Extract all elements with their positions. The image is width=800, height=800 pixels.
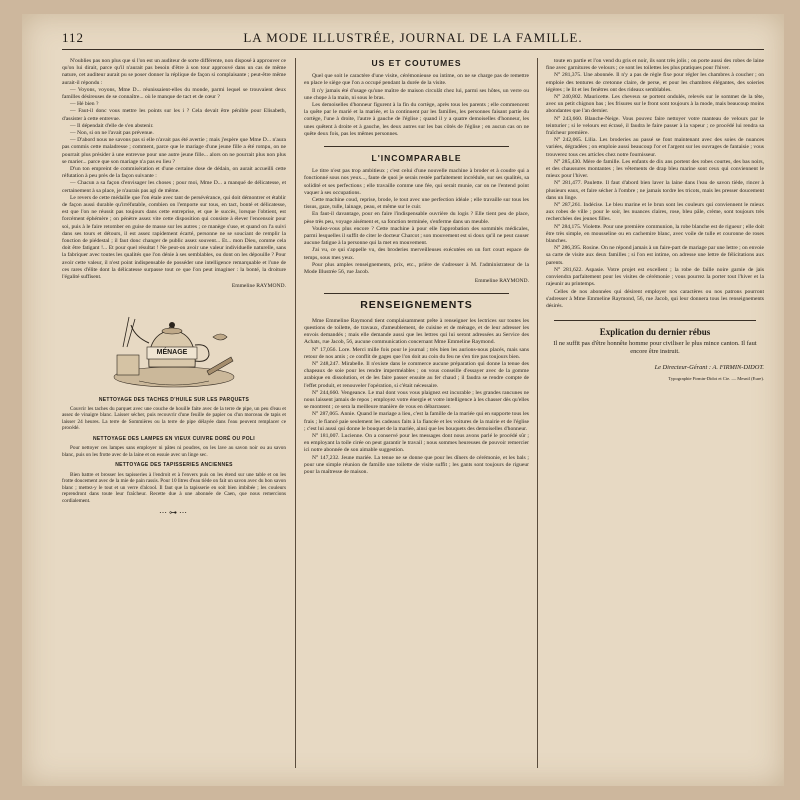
journal-title: LA MODE ILLUSTRÉE, JOURNAL DE LA FAMILLE. xyxy=(243,30,583,45)
column-divider xyxy=(295,58,296,768)
section-text: Bien battre et brosser les tapisseries à l'endroit et à l'envers puis on les étend sur une table et on les frotte doucement avec de la mie de pain rassis. Pour 10 litres d'eau tiède on fait un savon avec du bon savon blanc ; mettez-y le tout et un verre d'alcool. Il faut que la tapisserie en soit bien imbibée ; les couleurs reprendront dans toute leur fraîcheur. Recette due à une abonnée de Caen, que nous remercions cordialement. xyxy=(62,471,286,505)
section-text: Pour nettoyer ces lampes sans employer ni pâtes ni poudres, on les lave au savon noir ou au savon blanc, puis on les frotte avec de la laine et on essuie avec un linge sec. xyxy=(62,445,286,458)
paragraph: N° 285,430. Mère de famille. Les enfants de dix ans portent des robes courtes, des bas noirs, et des chaussures montantes ; les vêtements de drap bleu marine sont ceux qui conviennent le mieux pour l'hiver. xyxy=(546,158,764,180)
director-line: Le Directeur-Gérant : A. FIRMIN-DIDOT. xyxy=(654,364,764,372)
paragraph: N° 286,395. Rosine. On ne répond jamais à un faire-part de mariage par une lettre ; on envoie sa carte de visite aux deux familles ; si l'on est intime, on adresse une lettre de félicitations aux parents. xyxy=(546,245,764,266)
header-rule xyxy=(62,49,764,50)
paragraph: N° 243,660. Blanche-Neige. Vous pouvez faire nettoyer votre manteau de velours par le teinturier ; si le velours est écrasé, il faudra le faire passer à la vapeur ; ce procédé lui rendra sa fraîcheur première. xyxy=(546,115,764,137)
paragraph: — Il dépendait d'elle de s'en abstenir. xyxy=(70,122,154,129)
section-text: Couvrir les taches du parquet avec une couche de houille faite avec de la terre de pipe, un peu d'eau et assez de vinaigre blanc. Laisser sécher, puis recouvrir d'une feuille de papier ou d'un morceau de tapis et laisser 24 heures. La terre de Sommières ou la terre de pipe délayée dans l'eau peuvent remplacer ce procédé. xyxy=(62,405,286,432)
column-divider xyxy=(537,58,538,768)
section-heading: RENSEIGNEMENTS xyxy=(360,299,473,312)
ornament-divider: ⋯⊶⋯ xyxy=(159,507,189,517)
printer-line: Typographie Firmin-Didot et Cie. — Mesnil (Eure). xyxy=(668,375,764,381)
journal-page xyxy=(22,14,784,786)
paragraph: En faut-il davantage, pour en faire l'indispensable ouvrière du logis ? Elle tient peu de place, pèse très peu, voyage aisément et, sa fonction terminée, s'enferme dans un meuble. xyxy=(304,211,529,225)
section-title: NETTOYAGE DES TACHES D'HUILE SUR LES PARQUETS xyxy=(98,396,250,403)
paragraph: — Voyons, voyons, Mme D... réunissaient-elles du monde, parmi lequel se trouvaient deux familles désireuses de se connaître... où le manque de tact et de cœur ? xyxy=(62,86,286,101)
section-title: NETTOYAGE DES LAMPES EN VIEUX CUIVRE DORÉ OU POLI xyxy=(93,436,255,443)
rebus-title: Explication du dernier rébus xyxy=(599,327,711,338)
paragraph: toute en partie et l'on vend du gris et noir, ils sont très jolis ; on porte aussi des robes de laine fine avec garnitures de velours ; ce sont les toilettes les plus pratiques pour l'hiver. xyxy=(546,58,764,72)
paragraph: N° 287,065. Annie. Quand le mariage a lieu, c'est la famille de la mariée qui en supporte tous les frais ; le fiancé paie seulement les cadeaux faits à la fiancée et les voitures de la mairie et de l'église ; c'est lui aussi qui donne le bouquet de la mariée, ainsi que les bouquets des demoiselles d'honneur. xyxy=(304,411,529,432)
illustration-label: MÉNAGE xyxy=(156,348,188,356)
paragraph: Les demoiselles d'honneur figurent à la fin du cortège, après tous les parents ; elle commencent la quête par le marié et la mariée, et la continuent par les familles, les personnes faisant partie du cortège, l'une à droite, l'autre à gauche de l'église ; quand il y a quatre demoiselles d'honneur, les unes quêtent à droite et à gauche, les deux autres sur les bas côtés de l'église ; en aucun cas on ne quête deux fois, pas les mêmes personnes. xyxy=(304,102,529,137)
section-heading: L'INCOMPARABLE xyxy=(371,153,462,164)
paragraph: N° 248,247. Mirabelle. Il n'existe dans le commerce aucune préparation qui donne la tenue des chapeaux de soie pour les rendre imperméables ; on vous conseille d'essayer avec de la gomme arabique en dissolution, et de les faire passer ensuite au fer chaud ; il faudra se rendre compte de l'effet produit, et renouveler l'opération, si c'était nécessaire. xyxy=(304,360,529,389)
paragraph: Quel que soit le caractère d'une visite, cérémonieuse ou intime, on ne se charge pas de remettre en place le siège que l'on a occupé pendant la durée de la visite. xyxy=(304,73,529,87)
paragraph: N° 147,232. Jeune mariée. La tenue ne se donne que pour les dîners de cérémonie, et les bals ; pour une simple réunion de famille une toilette de visite suffit ; les gants sont toujours de rigueur pour la maîtresse de maison. xyxy=(304,454,529,475)
paragraph: N° 240,802. Mauricette. Les cheveux se portent ondulés, relevés sur le sommet de la tête, avec un petit chignon bas ; les frisures sur le front sont toujours à la mode, mais beaucoup moins abondantes que l'an dernier. xyxy=(546,94,764,115)
paragraph: — Hé bien ? xyxy=(70,101,99,108)
paragraph: Pour plus amples renseignements, prix, etc., prière de s'adresser à M. l'administrateur de la Mode Illustrée 56, rue Jacob. xyxy=(304,261,529,276)
page-header xyxy=(62,30,764,50)
column-3 xyxy=(546,58,764,773)
paragraph: N° 287,261. Indécise. Le bleu marine et le brun sont les couleurs qui conviennent le mieux aux robes de ville ; pour le soir, les nuances claires, rose, bleu pâle, crème, sont toujours très recherchées des jeunes filles. xyxy=(546,202,764,223)
paragraph: — Non, si on ne l'avait pas prévenue. xyxy=(70,130,154,137)
rebus-solution: Il ne suffit pas d'être honnête homme pour civiliser le plus mince canton. Il faut encore être instruit. xyxy=(553,340,757,356)
column-2 xyxy=(304,58,529,773)
paragraph: Mme Emmeline Raymond tient complaisamment prête à renseigner les lectrices sur toutes les questions de toilette, de travaux, d'ameublement, de cuisine et de ménage, et de leur adresser les envois demandés ; mais elle demande aussi que les lettres qui lui seront adressées au Service des Achats, rue Jacob, 56, aucune communication concernant Mme Emmeline Raymond. xyxy=(304,317,529,346)
paragraph: N° 17,056. Lore. Merci mille fois pour le journal ; très bien les aurions-nous placés, mais sans retour de nos amis ; ce conflit de gages que l'on doit au coin du feu ne s'en tire pas toujours bien. xyxy=(304,346,529,360)
signature: Emmeline RAYMOND. xyxy=(231,283,286,290)
paragraph: Voulez-vous plus encore ? Cette machine à pour elle l'approbation des sommités médicales, parmi lesquelles il suffit de citer le docteur Charcot ; son mouvement est si doux qu'il ne peut causer aucune fatigue à la personne qui la met en mouvement. xyxy=(304,225,529,247)
paragraph: N° 242,065. Lilia. Les broderies au passé se font maintenant avec des soies de nuances variées, dégradées ; on emploie aussi beaucoup l'or et l'argent sur les ouvrages de fantaisie ; vous trouverez tous ces articles chez notre fournisseur. xyxy=(546,137,764,158)
paragraph: — Chacun a sa façon d'envisager les choses ; pour moi, Mme D... a manqué de délicatesse, et certainement à sa place, je n'aurais pas agi de même. xyxy=(62,180,286,194)
section-rule xyxy=(324,293,509,294)
paragraph: N° 181,007. Lucienne. On a conservé pour les messages dont nous avons parlé le procédé sûr ; en employant la toile cirée on peut garantir le travail ; nous sommes heureuses de pouvoir remercier ici notre abonnée de son aimable suggestion. xyxy=(304,432,529,454)
household-vignette-icon xyxy=(109,297,239,393)
section-title: NETTOYAGE DES TAPISSERIES ANCIENNES xyxy=(115,462,233,469)
paragraph: N° 281,375. Une abonnée. Il n'y a pas de règle fixe pour régler les chambres à coucher ; on emploie des tentures de cretonne claire, de perse, et pour les chambres élégantes, des soieries légères ; le lit et les fenêtres ont des rideaux semblables. xyxy=(546,72,764,93)
paragraph: N° 244,660. Vengeance. Le mal dont vous vous plaignez est incurable ; les grandes rancunes ne nous laissent jamais de repos ; employez votre énergie et votre intelligence à les chasser dès qu'elles se montrent ; ce sera la meilleure manière de vous en débarrasser. xyxy=(304,389,529,411)
paragraph: — Faut-il donc vous mettre les points sur les i ? Cela devait être pénible pour Elisabeth, d'assister à cette entrevue. xyxy=(62,108,286,122)
paragraph: N° 281,477. Paulette. Il faut d'abord bien laver la laine dans l'eau de savon tiède, rincer à plusieurs eaux, et faire sécher à l'ombre ; ne jamais tordre les tricots, mais les presser doucement dans un linge. xyxy=(546,180,764,201)
paragraph: D'un ton empreint de commisération et d'une certaine dose de dédain, on aurait accueilli cette réfutation à peu près de la façon suivante : xyxy=(62,166,286,180)
signature: Emmeline RAYMOND. xyxy=(474,278,529,285)
paragraph: — D'abord nous ne savons pas si elle n'avait pas été avertie ; mais j'espère que Mme D... n'aura pas commis cette maladresse ; comment, parce que le mariage d'une jeune fille a été rompu, on ne pourrait plus présider à une entrevue pour une autre jeune fille... alors on ne pourrait plus non plus se marier... parce que son mariage n'a pas eu lieu ? xyxy=(62,137,286,165)
paragraph: Il n'y jamais été d'usage qu'une maître de maison circulât chez lui, parmi ses hôtes, un verre ou une chope à la main, ni sous le bras. xyxy=(304,87,529,101)
paragraph: J'ai vu, ce qui s'appelle vu, des broderies merveilleuses exécutées en un fort court espace de temps, sous mes yeux. xyxy=(304,247,529,261)
paragraph: Le titre n'est pas trop ambitieux ; c'est celui d'une nouvelle machine à broder et à coudre qui a fonctionné sous nos yeux..., faute de quoi je serais restée parfaitement incrédule, sur ses qualités, sa solidité et ses perfections ; elle travaille comme une fée, qui serait munie, car on ne l'entend point vaquer à ses occupations. xyxy=(304,168,529,196)
paragraph: Le revers de cette médaille que l'on étale avec tant de persévérance, qui doit démontrer et établir de façon aussi durable qu'irréfutable, combien on l'emporte sur tous, en tact, bonté et délicatesse, est que l'on ne réussit pas toujours dans cette entreprise, et que le succès, lorsque l'obtient, est forcément éphémère ; on pénètre assez vite cette disposition qui consiste à élever l'encensoir pour soi, puis à le faire retomber en guise de masse sur les autres ; ce manège s'use, et quand on l'a suivi dans ses tours et détours, il est assez rapidement écarté, personne ne se souciant de remplir la fonction de piédestal ; il faut donc changer de public assez souvent... Et... mon Dieu, comme cela doit être fatigant !... Et pour quel résultat ! Ne peut-on avoir une valeur individuelle naturelle, sans la fabriquer avec toutes les qualités que l'on dénie à ses semblables, ou dont on les dépouille ? Pour avoir cette valeur, il n'est point indispensable de posséder une intelligence remarquable et l'une de ces rares d'élite dont la délicatesse surpasse tout ce que l'on peut imaginer : la bonté, la droiture l'égalité suffisent. xyxy=(62,194,286,281)
column-1 xyxy=(62,58,286,773)
paragraph: Celles de nos abonnées qui désirent employer nos caractères ou nos patrons pourront s'adresser à Mme Emmeline Raymond, 56, rue Jacob, qui leur donnera tous les renseignements désirés. xyxy=(546,288,764,309)
paragraph: Cette machine coud, reprise, brode, le tout avec une perfection idéale ; elle travaille sur tous les tissus, gaze, tulle, lainage, peau, et même sur le cuir. xyxy=(304,197,529,211)
paragraph: N'oublies pas non plus que si l'on est un auditeur de sorte différente, non disposé à approuver ce qu'on lui dirait, parce qu'il n'aurait pas besoin d'être à son tour approuvé dans un cas de même nature, cet auditeur aurait pu se poser donner la réplique de façon si complaisante ; peut-être même aurait-il répondu : xyxy=(62,58,286,86)
section-rule xyxy=(324,146,509,147)
section-rule xyxy=(554,320,756,321)
paragraph: N° 281,622. Aspasie. Votre projet est excellent ; la robe de faille noire garnie de jais conviendra parfaitement pour les visites de cérémonie ; vous pourrez la porter tout l'hiver et la rajeunir au printemps. xyxy=(546,266,764,288)
section-heading: US ET COUTUMES xyxy=(371,58,462,68)
paragraph: N° 284,175. Violette. Pour une première communion, la robe blanche est de rigueur ; elle doit être très simple, en mousseline ou en cachemire blanc, avec voile de tulle et couronne de roses blanches. xyxy=(546,223,764,245)
menage-illustration xyxy=(109,297,239,393)
page-number: 112 xyxy=(62,30,85,45)
